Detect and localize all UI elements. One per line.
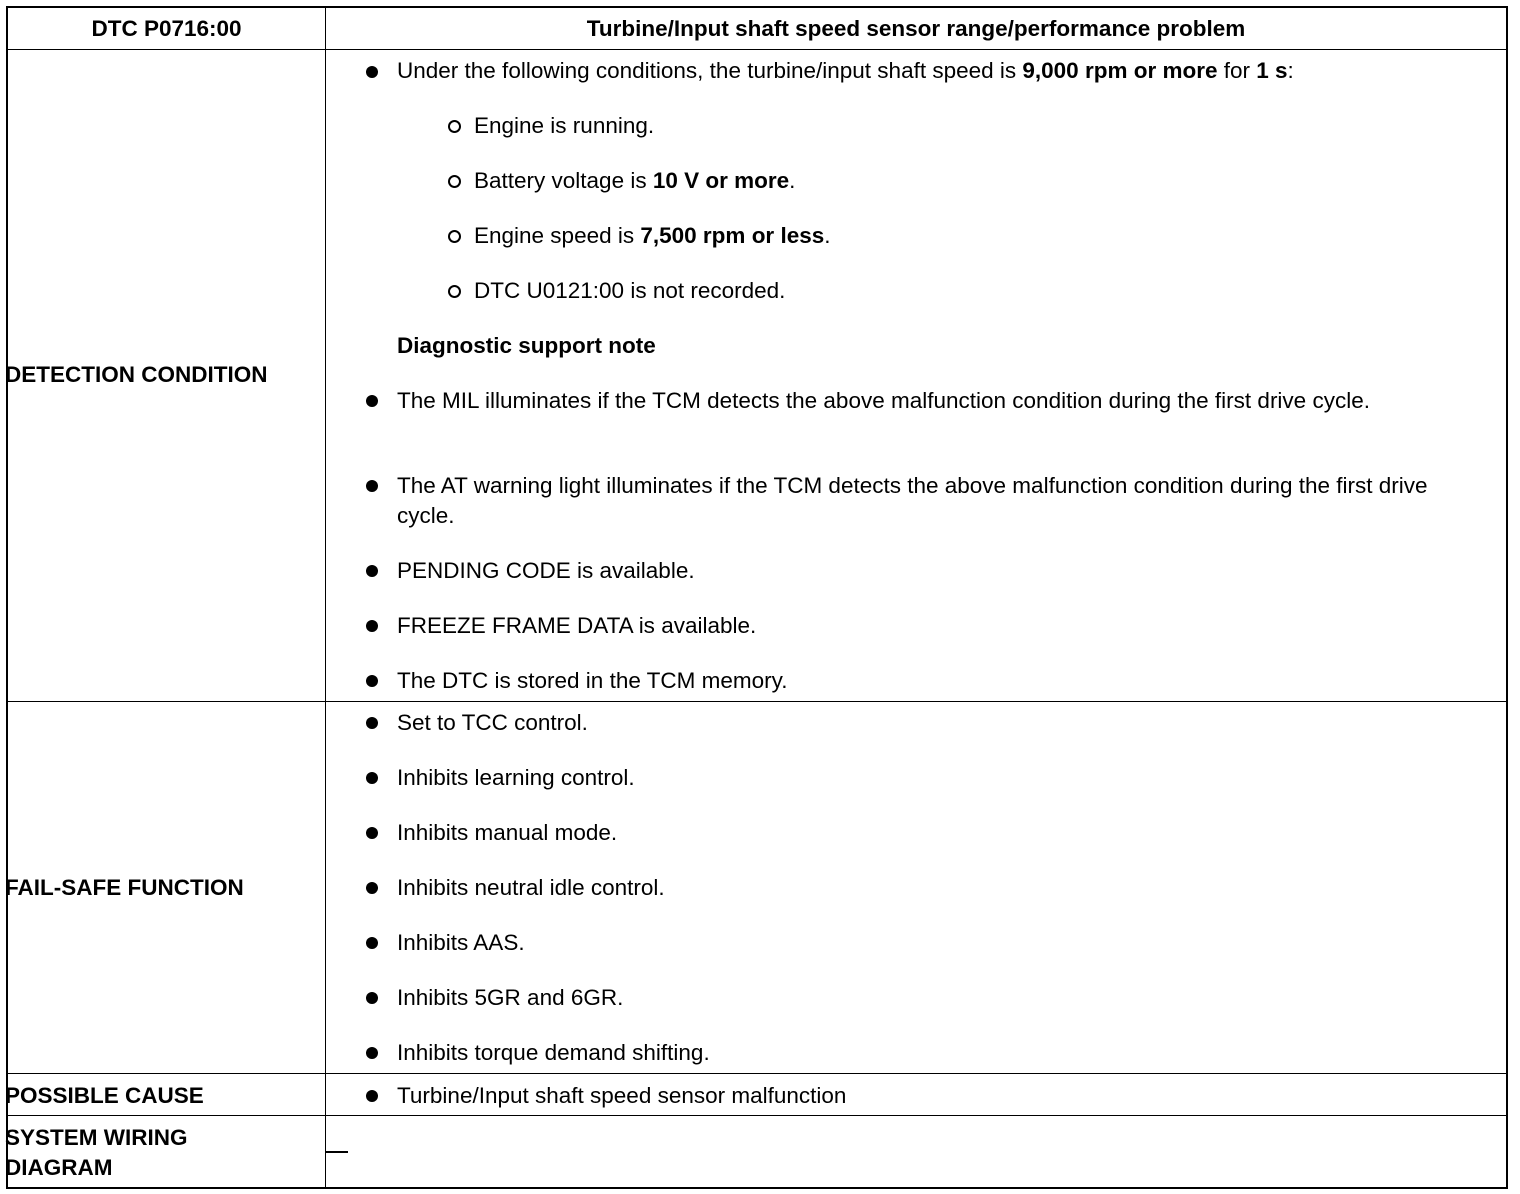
detection-intro: Under the following conditions, the turbine/input shaft speed is 9,000 rpm or more for 1 s: [397,58,1294,83]
bullet-icon [366,1090,378,1102]
note-freeze-frame: FREEZE FRAME DATA is available. [397,613,757,638]
bullet-icon [366,882,378,894]
sub-bullet-icon [448,230,461,243]
note-dtc-stored: The DTC is stored in the TCM memory. [397,668,788,693]
sub-bullet-icon [448,120,461,133]
failsafe-item: Inhibits neutral idle control. [397,875,665,900]
failsafe-item: Inhibits AAS. [397,930,525,955]
wiring-label: SYSTEM WIRING DIAGRAM [5,1125,188,1180]
bullet-icon [366,565,378,577]
sub-bullet-icon [448,285,461,298]
bullet-icon [366,992,378,1004]
sub-bullet-icon [448,175,461,188]
cause-label: POSSIBLE CAUSE [5,1083,204,1108]
bullet-icon [366,480,378,492]
wiring-dash [326,1151,348,1153]
dtc-code-header: DTC P0716:00 [91,16,242,41]
failsafe-item: Set to TCC control. [397,710,588,735]
bullet-icon [366,772,378,784]
failsafe-label: FAIL-SAFE FUNCTION [5,875,244,900]
condition-dtc-not-recorded: DTC U0121:00 is not recorded. [474,278,786,303]
bullet-icon [366,675,378,687]
bullet-icon [366,1047,378,1059]
condition-engine-running: Engine is running. [474,113,655,138]
dtc-title-header: Turbine/Input shaft speed sensor range/performance problem [586,16,1246,41]
note-mil: The MIL illuminates if the TCM detects the above malfunction condition during the first drive cycle. [397,388,1370,413]
detection-label: DETECTION CONDITION [5,362,268,387]
row-divider-failsafe [8,1073,1506,1074]
row-divider-cause [8,1115,1506,1116]
bullet-icon [366,395,378,407]
note-pending-code: PENDING CODE is available. [397,558,695,583]
failsafe-item: Inhibits learning control. [397,765,635,790]
bullet-icon [366,717,378,729]
condition-engine-speed: Engine speed is 7,500 rpm or less. [474,223,831,248]
column-divider [325,8,326,1187]
failsafe-item: Inhibits 5GR and 6GR. [397,985,624,1010]
bullet-icon [366,937,378,949]
note-at-warning: The AT warning light illuminates if the TCM detects the above malfunction condition during the first drive cycle. [397,473,1428,528]
bullet-icon [366,827,378,839]
cause-item: Turbine/Input shaft speed sensor malfunction [397,1083,847,1108]
failsafe-item: Inhibits manual mode. [397,820,618,845]
condition-battery-voltage: Battery voltage is 10 V or more. [474,168,796,193]
diagnostic-note-heading: Diagnostic support note [397,333,656,358]
row-divider-detection [8,701,1506,702]
failsafe-item: Inhibits torque demand shifting. [397,1040,710,1065]
bullet-icon [366,620,378,632]
bullet-icon [366,66,378,78]
